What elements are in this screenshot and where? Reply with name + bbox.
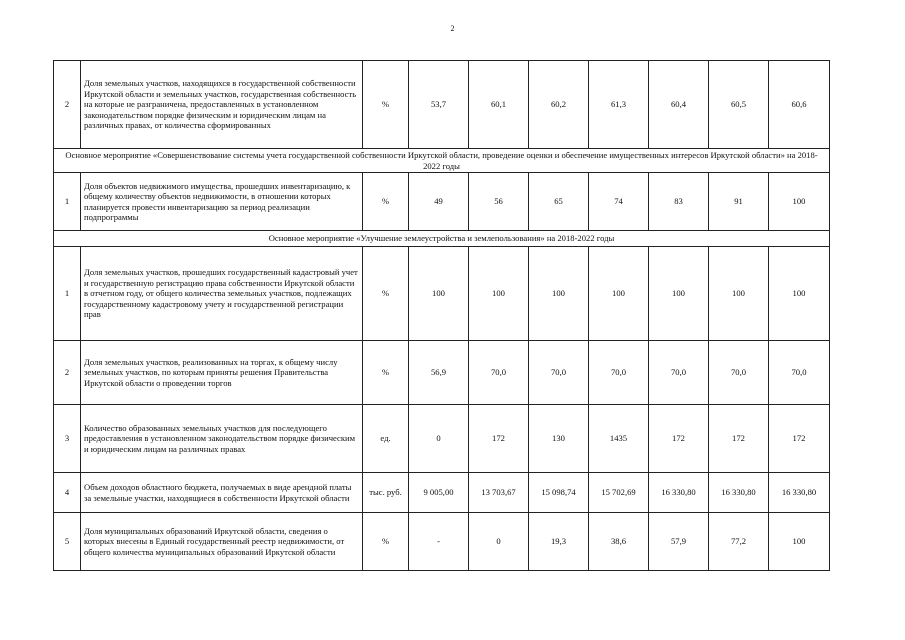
table-row	[54, 405, 830, 473]
section-header-row	[54, 231, 830, 247]
value-cell: 9 005,00	[409, 473, 469, 513]
table-row	[54, 61, 830, 149]
value-cell: 65	[529, 173, 589, 231]
indicator-description: Доля земельных участков, реализованных на торгах, к общему числу земельных участков, по которым приняты решения Правительства Иркутской области о проведении торгов	[81, 341, 363, 405]
table-row	[54, 473, 830, 513]
page-number: 2	[450, 24, 455, 33]
value-cell: 57,9	[649, 513, 709, 571]
value-cell: 16 330,80	[649, 473, 709, 513]
indicator-description: Доля земельных участков, прошедших государственный кадастровый учет и государственную регистрацию права собственности Иркутской области в отчетном году, от общего количества земельных участков, подлежащих государственному кадастровому учету и государственной регистрации прав	[81, 247, 363, 341]
value-cell: 0	[409, 405, 469, 473]
value-cell: 100	[769, 513, 830, 571]
value-cell: 49	[409, 173, 469, 231]
value-cell: 70,0	[469, 341, 529, 405]
value-cell: 83	[649, 173, 709, 231]
value-cell: 60,1	[469, 61, 529, 149]
value-cell: 13 703,67	[469, 473, 529, 513]
value-cell: 130	[529, 405, 589, 473]
indicator-description: Доля объектов недвижимого имущества, прошедших инвентаризацию, к общему количеству объектов недвижимости, в отношении которых планируется провести инвентаризацию за период реализации подпрограммы	[81, 173, 363, 231]
value-cell: 74	[589, 173, 649, 231]
row-number: 3	[54, 405, 81, 473]
value-cell: 56	[469, 173, 529, 231]
section-title: Основное мероприятие «Улучшение землеустройства и землепользования» на 2018-2022 годы	[54, 231, 830, 247]
value-cell: 16 330,80	[709, 473, 769, 513]
value-cell: 70,0	[589, 341, 649, 405]
value-cell: 15 098,74	[529, 473, 589, 513]
table-row	[54, 173, 830, 231]
value-cell: 16 330,80	[769, 473, 830, 513]
value-cell: 100	[529, 247, 589, 341]
value-cell: 100	[469, 247, 529, 341]
unit-cell: %	[363, 341, 409, 405]
value-cell: 100	[769, 173, 830, 231]
indicator-description: Количество образованных земельных участков для последующего предоставления в установленном законодательством порядке физическим и юридическим лицам на различных правах	[81, 405, 363, 473]
unit-cell: %	[363, 173, 409, 231]
value-cell: 60,5	[709, 61, 769, 149]
unit-cell: %	[363, 61, 409, 149]
value-cell: 60,6	[769, 61, 830, 149]
value-cell: 172	[469, 405, 529, 473]
row-number: 1	[54, 247, 81, 341]
value-cell: 100	[769, 247, 830, 341]
value-cell: 70,0	[529, 341, 589, 405]
unit-cell: %	[363, 513, 409, 571]
value-cell: 15 702,69	[589, 473, 649, 513]
unit-cell: %	[363, 247, 409, 341]
row-number: 1	[54, 173, 81, 231]
unit-cell: ед.	[363, 405, 409, 473]
value-cell: 77,2	[709, 513, 769, 571]
row-number: 2	[54, 341, 81, 405]
table-row	[54, 513, 830, 571]
indicator-description: Доля земельных участков, находящихся в государственной собственности Иркутской области и земельных участков, государственная собственность на которые не разграничена, предоставленных в установленном законодательством порядке физическим и юридическим лицам на различных правах, от количества сформированных	[81, 61, 363, 149]
value-cell: 172	[769, 405, 830, 473]
value-cell: 60,4	[649, 61, 709, 149]
indicator-description: Объем доходов областного бюджета, получаемых в виде арендной платы за земельные участки, находящиеся в собственности Иркутской области	[81, 473, 363, 513]
row-number: 5	[54, 513, 81, 571]
value-cell: 19,3	[529, 513, 589, 571]
value-cell: -	[409, 513, 469, 571]
value-cell: 100	[649, 247, 709, 341]
indicator-description: Доля муниципальных образований Иркутской области, сведения о которых внесены в Единый государственный реестр недвижимости, от общего количества муниципальных образований Иркутской области	[81, 513, 363, 571]
value-cell: 53,7	[409, 61, 469, 149]
table-row	[54, 247, 830, 341]
value-cell: 56,9	[409, 341, 469, 405]
indicators-table	[53, 60, 830, 571]
row-number: 2	[54, 61, 81, 149]
value-cell: 38,6	[589, 513, 649, 571]
unit-cell: тыс. руб.	[363, 473, 409, 513]
section-title: Основное мероприятие «Совершенствование системы учета государственной собственности Иркутской области, проведение оценки и обеспечение имущественных интересов Иркутской области» на 2018-2022 годы	[54, 149, 830, 173]
value-cell: 0	[469, 513, 529, 571]
value-cell: 70,0	[709, 341, 769, 405]
value-cell: 100	[589, 247, 649, 341]
row-number: 4	[54, 473, 81, 513]
value-cell: 60,2	[529, 61, 589, 149]
value-cell: 70,0	[649, 341, 709, 405]
value-cell: 70,0	[769, 341, 830, 405]
value-cell: 100	[409, 247, 469, 341]
table-row	[54, 341, 830, 405]
value-cell: 1435	[589, 405, 649, 473]
value-cell: 172	[649, 405, 709, 473]
value-cell: 91	[709, 173, 769, 231]
value-cell: 61,3	[589, 61, 649, 149]
section-header-row	[54, 149, 830, 173]
value-cell: 100	[709, 247, 769, 341]
value-cell: 172	[709, 405, 769, 473]
